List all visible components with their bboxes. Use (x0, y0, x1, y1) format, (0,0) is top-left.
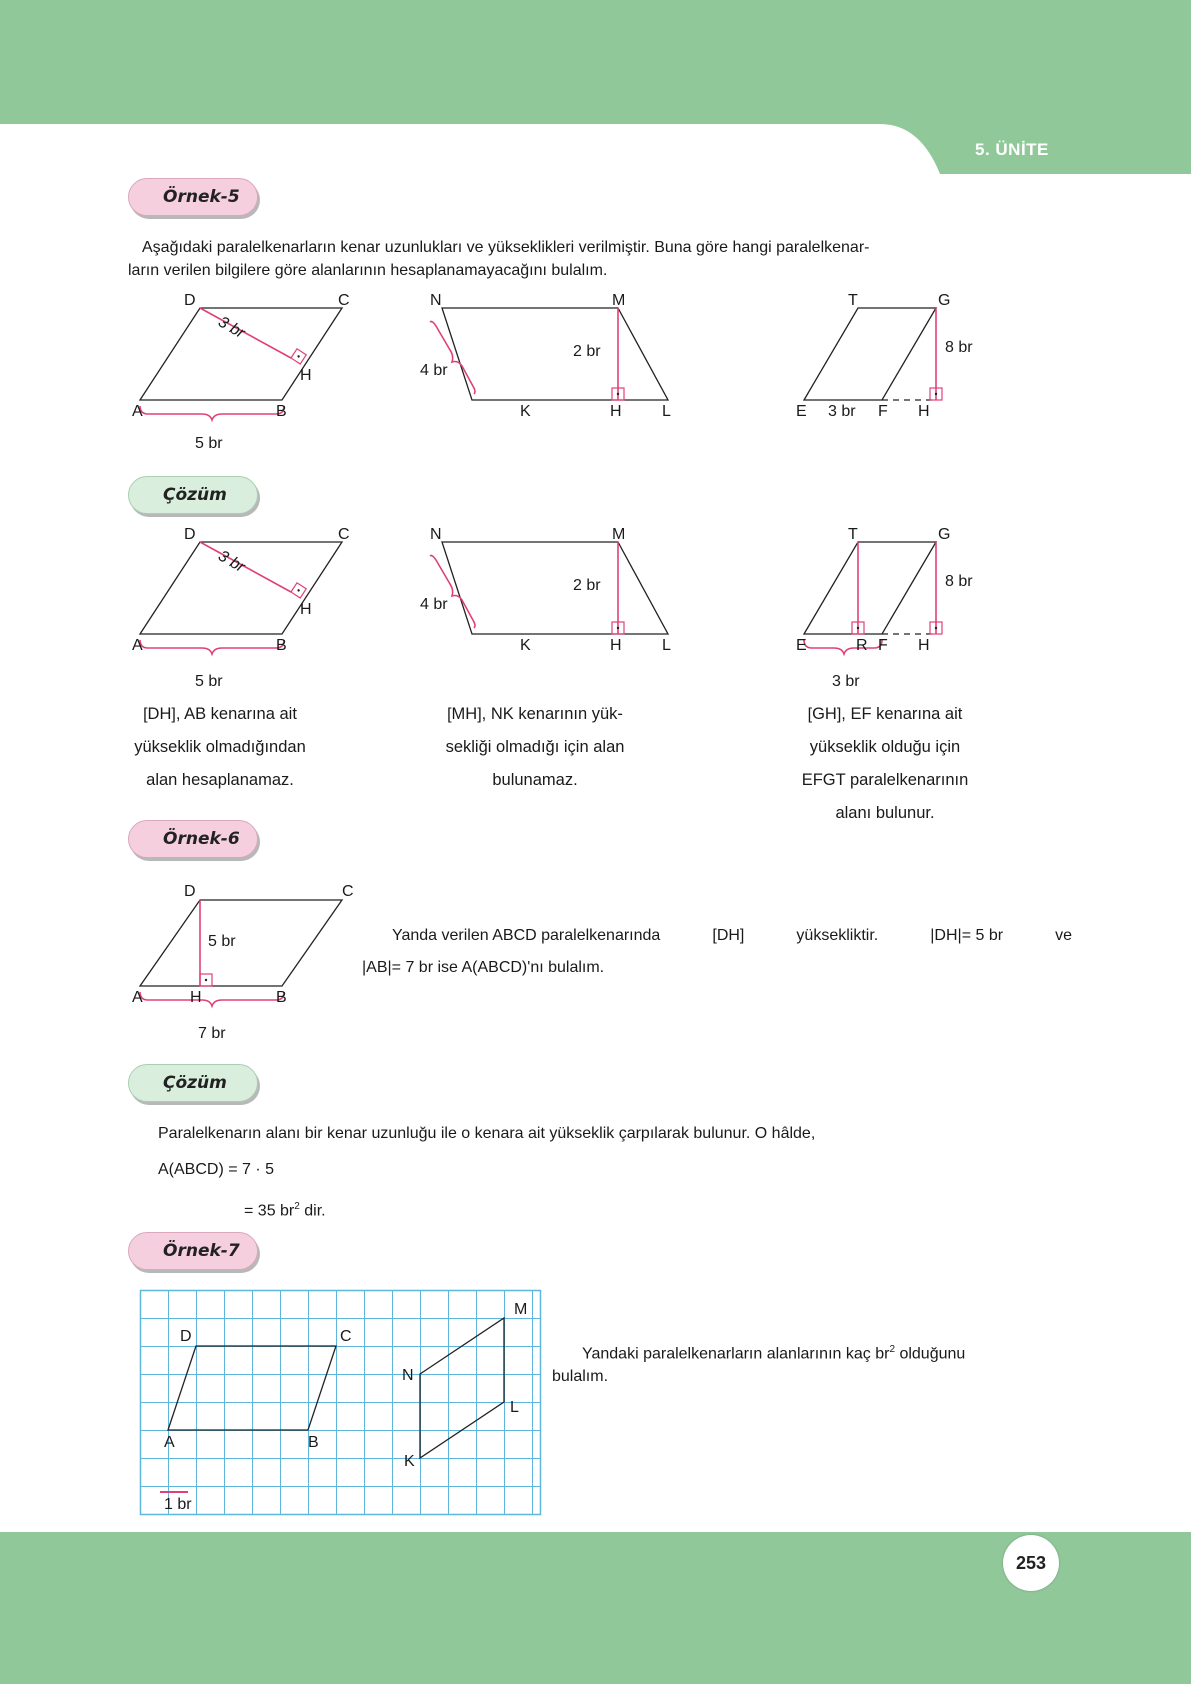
length-nk-label: 4 br (420, 596, 448, 613)
ex6-text-part3: = 5 br (961, 927, 1004, 944)
ex6-text-part1: Yanda verilen ABCD paralelkenarında (392, 927, 661, 944)
point-k-label: K (404, 1453, 415, 1470)
point-h-label: H (610, 637, 622, 654)
point-t-label: T (848, 526, 858, 543)
length-nk-label: 4 br (420, 362, 448, 379)
example-6-figure (120, 878, 370, 1048)
point-b-label: B (276, 989, 287, 1006)
point-e-label: E (796, 403, 807, 420)
point-g-label: G (938, 292, 951, 309)
caption-3-line1: , EF kenarına ait (841, 705, 963, 723)
point-c-label: C (338, 292, 350, 309)
ex6-seg-dh-abs: DH (934, 927, 958, 944)
point-h-label: H (610, 403, 622, 420)
point-l-label: L (510, 1399, 519, 1416)
length-ef-label: 3 br (832, 673, 860, 690)
point-n-label: N (430, 526, 442, 543)
unit-label: 1 br (164, 1496, 192, 1513)
example-7-grid (140, 1290, 542, 1516)
caption-3-line3: EFGT paralelkenarının (801, 771, 969, 789)
length-dh-label: 5 br (208, 933, 236, 950)
point-c-label: C (338, 526, 350, 543)
point-h-label: H (300, 367, 312, 384)
example-5-text-line2: ların verilen bilgilere göre alanlarının hesaplanamayacağını bulalım. (128, 262, 608, 279)
point-f-label: F (878, 637, 888, 654)
point-a-label: A (132, 403, 143, 420)
page-number: 253 (1003, 1535, 1059, 1591)
point-d-label: D (180, 1328, 192, 1345)
point-m-label: M (514, 1301, 528, 1318)
ex7-text-sup: 2 (889, 1344, 895, 1355)
parallelogram-nklm (420, 1318, 504, 1458)
point-r-label: R (856, 637, 868, 654)
point-h-label: H (300, 601, 312, 618)
brace-ab (140, 406, 284, 420)
header-band (0, 0, 1191, 124)
point-g-label: G (938, 526, 951, 543)
point-k-label: K (520, 637, 531, 654)
segment-dh (200, 308, 291, 358)
example-7-label: Örnek-7 (128, 1232, 258, 1270)
ex6-text-part2: yüksekliktir. (796, 927, 879, 944)
point-a-label: A (132, 989, 143, 1006)
caption-1-line3: alan hesaplanamaz. (146, 771, 294, 789)
solution-6-text: Paralelkenarın alanı bir kenar uzunluğu ile o kenara ait yükseklik çarpılarak bulunur. O hâlde, (158, 1125, 816, 1142)
right-angle-mark (291, 349, 306, 364)
point-d-label: D (184, 292, 196, 309)
caption-2-line3: bulunamaz. (492, 771, 578, 789)
example-6-label: Örnek-6 (128, 820, 258, 858)
length-gh-label: 8 br (945, 339, 973, 356)
caption-2-line1: , NK kenarının yük- (481, 705, 623, 723)
solution-5-figure-3 (790, 526, 990, 696)
length-dh-label: 3 br (215, 313, 248, 343)
caption-2-line2: sekliği olmadığı için alan (445, 738, 625, 756)
example-6-text: Yanda verilen ABCD paralelkenarında [DH] yüksekliktir. |DH|= 5 br ve |AB|= 7 br ise A(ABCD)'nı bulalım. (362, 920, 1072, 984)
brace-ef (804, 640, 882, 654)
point-d-label: D (184, 526, 196, 543)
point-d-label: D (184, 883, 196, 900)
eq2-value: = 35 br (244, 1202, 295, 1220)
point-b-label: B (308, 1434, 319, 1451)
segment-gh-label: GH (812, 705, 837, 723)
point-f-label: F (878, 403, 888, 420)
ex6-text-part5: = 7 br ise A(ABCD)'nı bulalım. (391, 959, 605, 976)
length-mh-label: 2 br (573, 577, 601, 594)
length-ab-label: 5 br (195, 673, 223, 690)
solution-5-figure-2 (420, 526, 680, 656)
solution-6-eq1: A(ABCD) = 7 · 5 (158, 1161, 275, 1178)
example-5-figure-1 (120, 290, 380, 470)
point-n-label: N (402, 1367, 414, 1384)
example-5-figure-3 (790, 290, 990, 420)
example-5-label: Örnek-5 (128, 178, 258, 216)
solution-5-label: Çözüm (128, 476, 258, 514)
parallelogram-abcd (140, 308, 342, 400)
solution-6-eq2 (244, 1195, 326, 1222)
ex7-text-a: Yandaki paralelkenarların alanlarının kaç br (582, 1345, 890, 1363)
length-ab-label: 7 br (198, 1025, 226, 1042)
example-7-text (552, 1338, 1072, 1388)
example-5-figure-2 (420, 290, 680, 420)
point-h-label: H (918, 403, 930, 420)
length-ef-label: 3 br (828, 403, 856, 420)
eq2-sup: 2 (294, 1201, 300, 1212)
segment-dh-label: DH (147, 705, 172, 723)
ex7-text-b: olduğunu (895, 1345, 966, 1363)
point-c-label: C (340, 1328, 352, 1345)
eq2-suffix: dir. (299, 1202, 326, 1220)
caption-1-line2: yükseklik olmadığından (134, 738, 306, 756)
length-mh-label: 2 br (573, 343, 601, 360)
solution-5-figure-1 (120, 526, 380, 696)
parallelogram-efgt (804, 308, 936, 400)
point-e-label: E (796, 637, 807, 654)
parallelogram-nklm (442, 308, 668, 400)
solution-5-caption-1: [DH], AB kenarına ait yükseklik olmadığından alan hesaplanamaz. (120, 698, 320, 797)
caption-3-line4: alanı bulunur. (835, 804, 935, 822)
point-b-label: B (276, 637, 287, 654)
ex6-seg-ab-abs: AB (366, 959, 388, 976)
point-m-label: M (612, 292, 626, 309)
length-dh-label: 3 br (215, 547, 248, 577)
example-5-text (128, 236, 1072, 282)
point-l-label: L (662, 637, 671, 654)
example-5-text-line1: Aşağıdaki paralelkenarların kenar uzunlukları ve yükseklikleri verilmiştir. Buna göre hangi paralelkenar- (142, 239, 870, 256)
segment-mh-label: MH (451, 705, 478, 723)
point-m-label: M (612, 526, 626, 543)
point-t-label: T (848, 292, 858, 309)
solution-5-caption-3: [GH], EF kenarına ait yükseklik olduğu için EFGT paralelkenarının alanı bulunur. (775, 698, 995, 830)
caption-3-line2: yükseklik olduğu için (809, 738, 961, 756)
point-a-label: A (164, 1434, 175, 1451)
point-l-label: L (662, 403, 671, 420)
point-h-label: H (918, 637, 930, 654)
point-a-label: A (132, 637, 143, 654)
brace-nk (430, 322, 475, 395)
point-k-label: K (520, 403, 531, 420)
ex6-text-part4: ve (1055, 927, 1072, 944)
solution-5-caption-2: [MH], NK kenarının yük- sekliği olmadığı için alan bulunamaz. (420, 698, 650, 797)
unit-label: 5. ÜNİTE (975, 140, 1049, 159)
point-h-label: H (190, 989, 202, 1006)
length-ab-label: 5 br (195, 435, 223, 452)
caption-1-line1: , AB kenarına ait (175, 705, 297, 723)
ex7-text-line2: bulalım. (552, 1368, 609, 1386)
point-c-label: C (342, 883, 354, 900)
point-b-label: B (276, 403, 287, 420)
ex6-seg-dh: DH (716, 927, 740, 944)
length-gh-label: 8 br (945, 573, 973, 590)
unit-tab-curve (880, 118, 950, 178)
solution-6-label: Çözüm (128, 1064, 258, 1102)
point-n-label: N (430, 292, 442, 309)
